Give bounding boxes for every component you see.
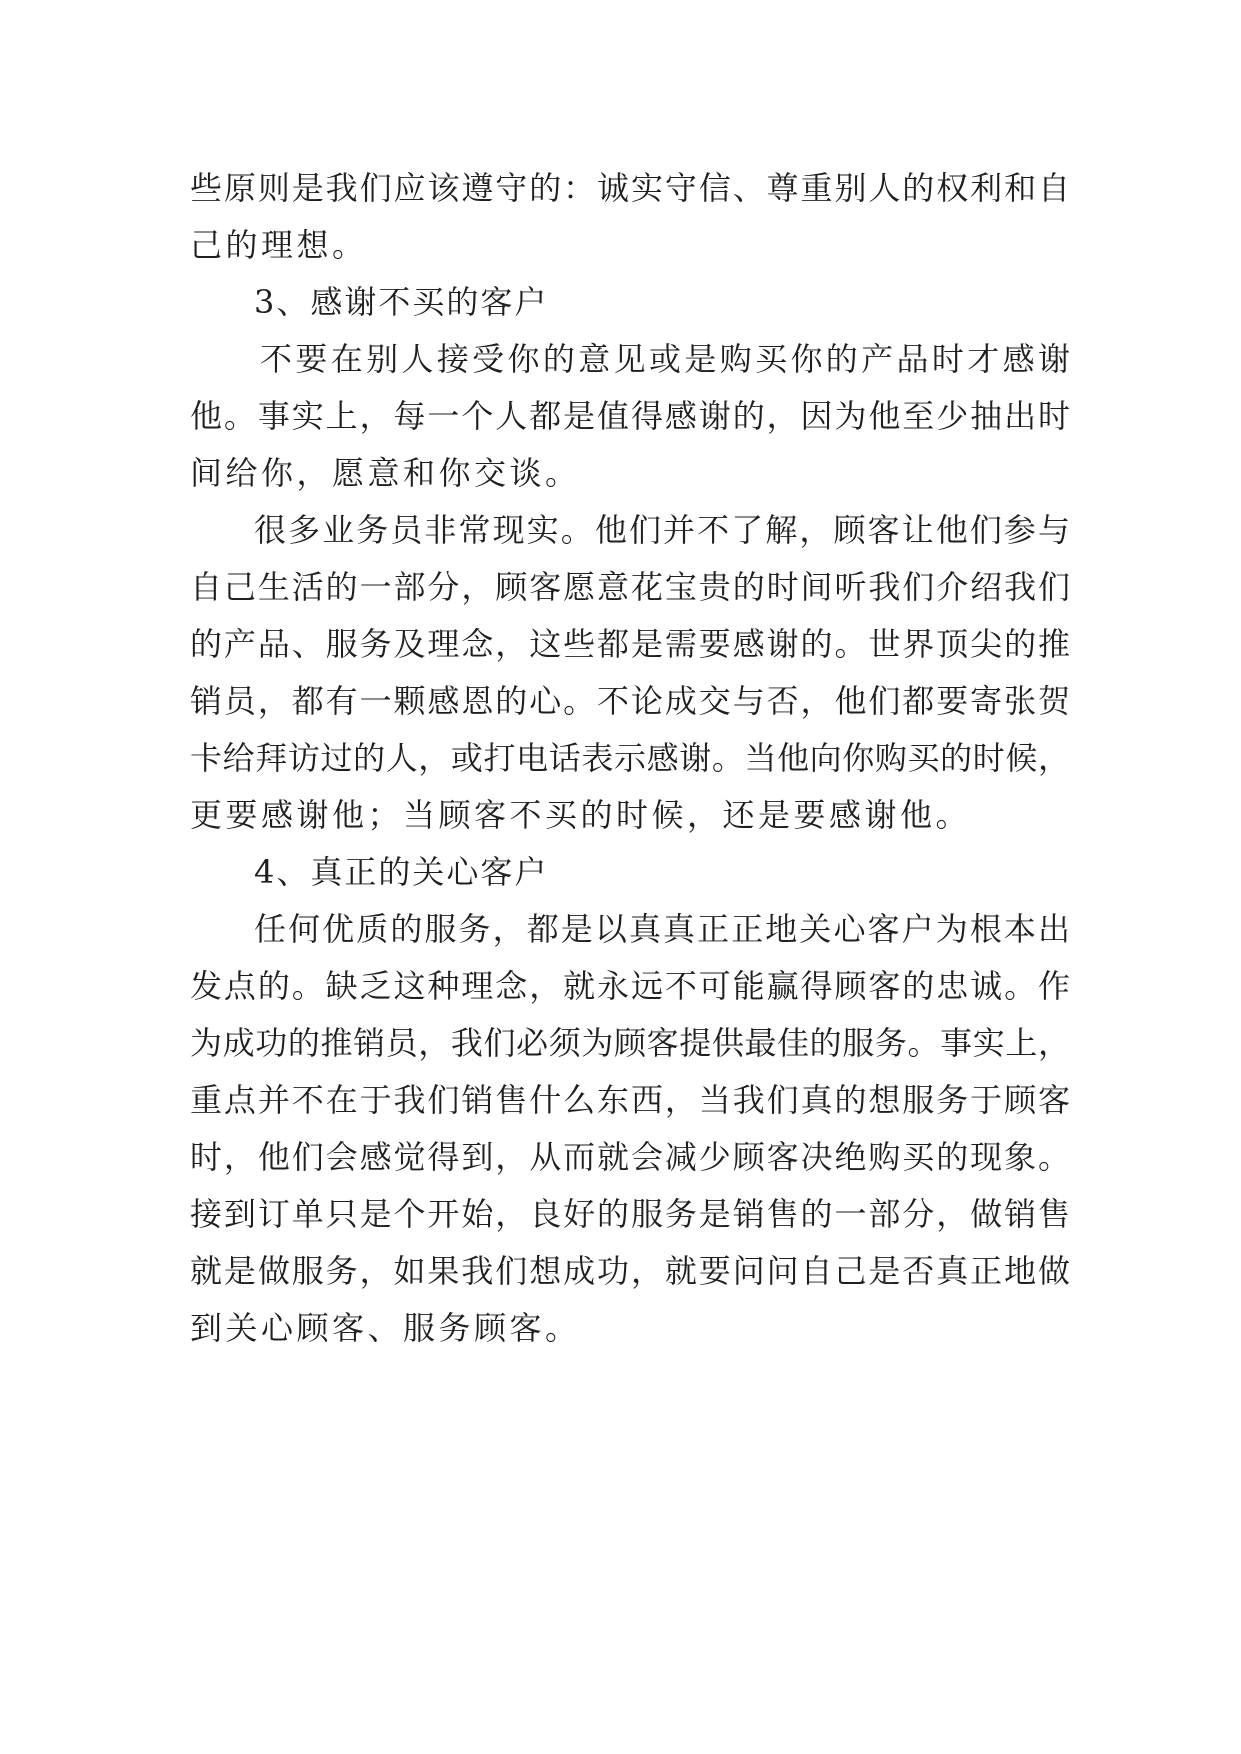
text-line: 为成功的推销员，我们必须为顾客提供最佳的服务。事实上，: [190, 1024, 1070, 1062]
text-line: 到关心顾客、服务顾客。: [190, 1309, 581, 1347]
text-line: 就是做服务，如果我们想成功，就要问问自己是否真正地做: [190, 1252, 1070, 1290]
text-line: 重点并不在于我们销售什么东西，当我们真的想服务于顾客: [190, 1081, 1070, 1119]
section-heading: 4、真正的关心客户: [254, 853, 549, 891]
document-body: [190, 160, 1070, 1357]
text-line: 的产品、服务及理念，这些都是需要感谢的。世界顶尖的推: [190, 625, 1070, 663]
paragraph-first-line: 不要在别人接受你的意见或是购买你的产品时才感谢: [260, 340, 1070, 378]
section-heading: 3、感谢不买的客户: [254, 283, 549, 321]
text-line: 接到订单只是个开始，良好的服务是销售的一部分，做销售: [190, 1195, 1070, 1233]
text-line: 间给你，愿意和你交谈。: [190, 454, 581, 492]
text-line: 些原则是我们应该遵守的：诚实守信、尊重别人的权利和自: [190, 169, 1070, 207]
text-line: 时，他们会感觉得到，从而就会减少顾客决绝购买的现象。: [190, 1138, 1070, 1176]
text-line: 他。事实上，每一个人都是值得感谢的，因为他至少抽出时: [190, 397, 1070, 435]
text-line: 更要感谢他；当顾客不买的时候，还是要感谢他。: [190, 796, 972, 834]
paragraph-first-line: 很多业务员非常现实。他们并不了解，顾客让他们参与: [254, 511, 1070, 549]
paragraph-first-line: 任何优质的服务，都是以真真正正地关心客户为根本出: [254, 910, 1070, 948]
text-line: 自己生活的一部分，顾客愿意花宝贵的时间听我们介绍我们: [190, 568, 1070, 606]
text-line: 卡给拜访过的人，或打电话表示感谢。当他向你购买的时候，: [190, 739, 1070, 777]
text-line: 己的理想。: [190, 226, 368, 264]
text-line: 销员，都有一颗感恩的心。不论成交与否，他们都要寄张贺: [190, 682, 1070, 720]
text-line: 发点的。缺乏这种理念，就永远不可能赢得顾客的忠诚。作: [190, 967, 1070, 1005]
